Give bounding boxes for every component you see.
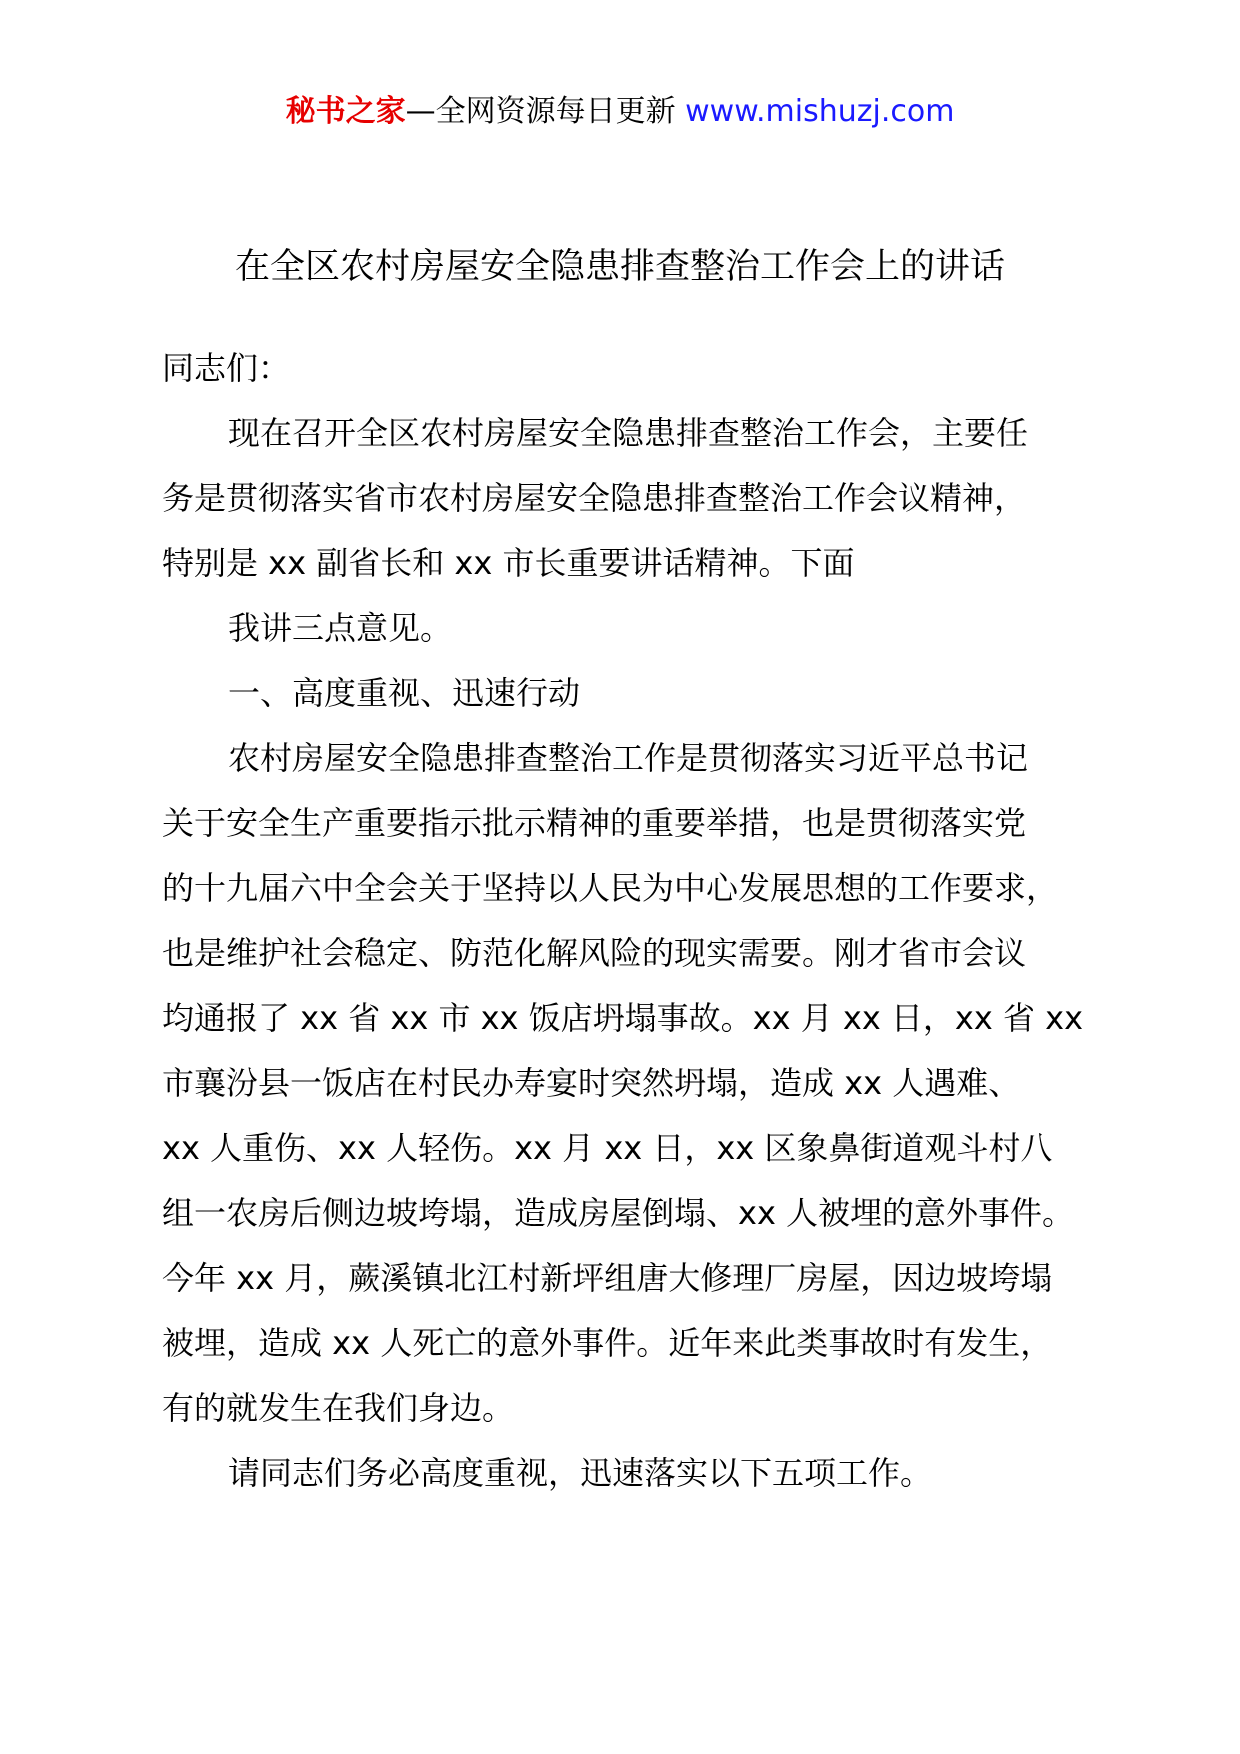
paragraph-line: 组一农房后侧边坡垮塌，造成房屋倒塌、xx 人被埋的意外事件。 bbox=[162, 1194, 1075, 1232]
section-heading: 一、高度重视、迅速行动 bbox=[228, 674, 581, 712]
paragraph-line: 务是贯彻落实省市农村房屋安全隐患排查整治工作会议精神， bbox=[162, 479, 1027, 517]
paragraph-line: 关于安全生产重要指示批示精神的重要举措，也是贯彻落实党 bbox=[162, 804, 1027, 842]
paragraph-line: 市襄汾县一饭店在村民办寿宴时突然坍塌，造成 xx 人遇难、 bbox=[162, 1064, 1021, 1102]
paragraph-line: 的十九届六中全会关于坚持以人民为中心发展思想的工作要求， bbox=[162, 869, 1059, 907]
salutation: 同志们： bbox=[162, 349, 291, 387]
paragraph-line: 均通报了 xx 省 xx 市 xx 饭店坍塌事故。xx 月 xx 日，xx 省 xx bbox=[162, 999, 1084, 1037]
brand-name: 秘书之家 bbox=[285, 94, 406, 129]
paragraph-line: 特别是 xx 副省长和 xx 市长重要讲话精神。下面 bbox=[162, 544, 855, 582]
site-header bbox=[0, 92, 1240, 132]
document-title: 在全区农村房屋安全隐患排查整治工作会上的讲话 bbox=[234, 247, 1005, 287]
paragraph-line: 农村房屋安全隐患排查整治工作是贯彻落实习近平总书记 bbox=[228, 739, 1029, 777]
paragraph-line: 被埋，造成 xx 人死亡的意外事件。近年来此类事故时有发生， bbox=[162, 1324, 1053, 1362]
paragraph-line: 我讲三点意见。 bbox=[228, 609, 453, 647]
paragraph-line: 有的就发生在我们身边。 bbox=[162, 1389, 515, 1427]
header-tagline: —全网资源每日更新 bbox=[405, 94, 686, 129]
document-body bbox=[162, 336, 1112, 1506]
paragraph-line: 请同志们务必高度重视，迅速落实以下五项工作。 bbox=[228, 1454, 933, 1492]
paragraph-line: xx 人重伤、xx 人轻伤。xx 月 xx 日，xx 区象鼻街道观斗村八 bbox=[162, 1129, 1053, 1167]
paragraph-line: 今年 xx 月，蕨溪镇北江村新坪组唐大修理厂房屋，因边坡垮塌 bbox=[162, 1259, 1053, 1297]
paragraph-line: 也是维护社会稳定、防范化解风险的现实需要。刚才省市会议 bbox=[162, 934, 1027, 972]
site-url-link[interactable]: www.mishuzj.com bbox=[685, 94, 955, 129]
paragraph-line: 现在召开全区农村房屋安全隐患排查整治工作会，主要任 bbox=[228, 414, 1029, 452]
